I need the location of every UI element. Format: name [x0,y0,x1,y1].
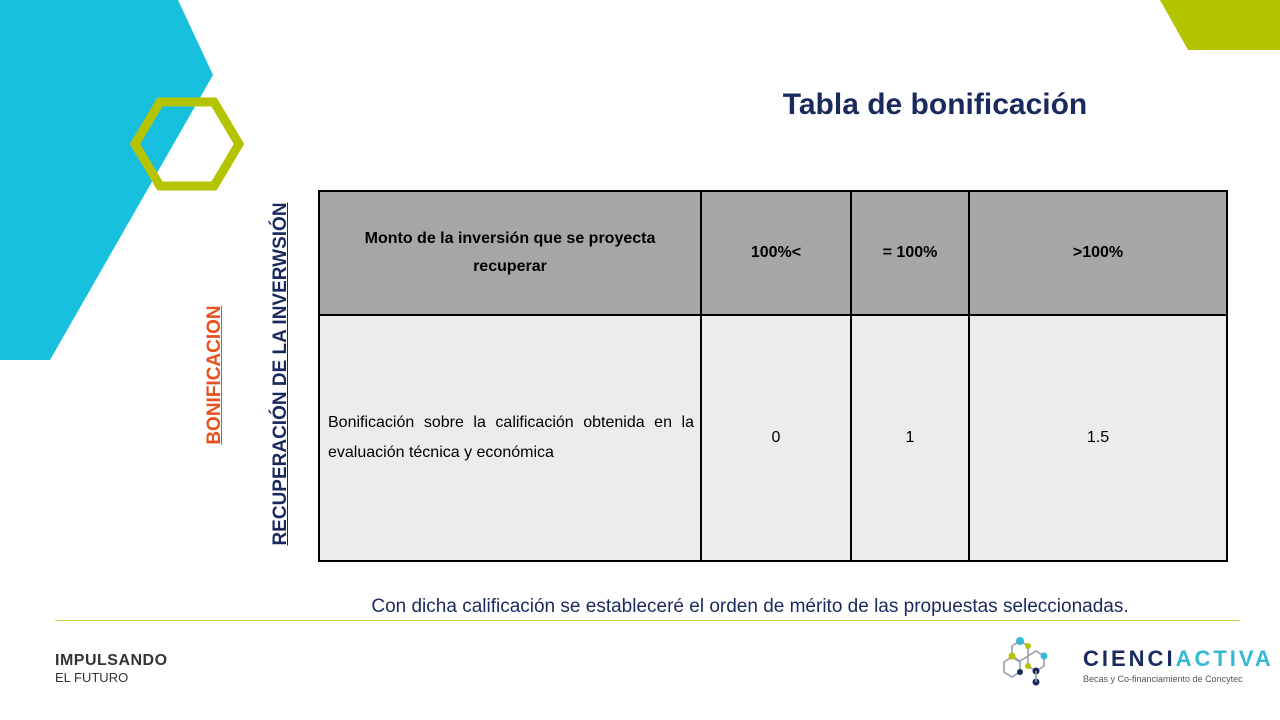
table-row [319,315,1227,561]
lime-corner-shape [1155,0,1280,52]
table-cell: 1.5 [969,315,1227,561]
slogan-logo [55,652,168,686]
bonus-table [318,190,1228,562]
brand-name [1083,646,1274,672]
brand-name-part1: CIENCI [1083,646,1176,671]
table-cell: 0 [701,315,851,561]
table-cell: 1 [851,315,969,561]
brand-name-part2: ACTIVA [1175,646,1274,671]
vertical-label-bonificacion: BONIFICACION [204,305,225,445]
table-header-row [319,191,1227,315]
slide-title: Tabla de bonificación [782,88,1088,121]
table-header-cell: = 100% [851,191,969,315]
vertical-label-recuperacion: RECUPERACIÓN DE LA INVERWSIÓN [270,202,291,546]
lime-hexagon-outline [128,96,246,196]
table-cell: Bonificación sobre la calificación obtenida en la evaluación técnica y económica [319,315,701,561]
table-header-cell: Monto de la inversión que se proyecta recuperar [319,191,701,315]
table-header-cell: 100%< [701,191,851,315]
table-header-cell: >100% [969,191,1227,315]
cienciactiva-logo-icon [998,632,1058,688]
brand-tagline: Becas y Co-financiamiento de Concytec [1083,674,1243,684]
slogan-line-1: IMPULSANDO [55,652,168,669]
slogan-line-2: EL FUTURO [55,670,129,685]
footnote-text: Con dicha calificación se estableceré el orden de mérito de las propuestas seleccionadas. [371,596,1129,617]
footer-divider [55,620,1240,621]
